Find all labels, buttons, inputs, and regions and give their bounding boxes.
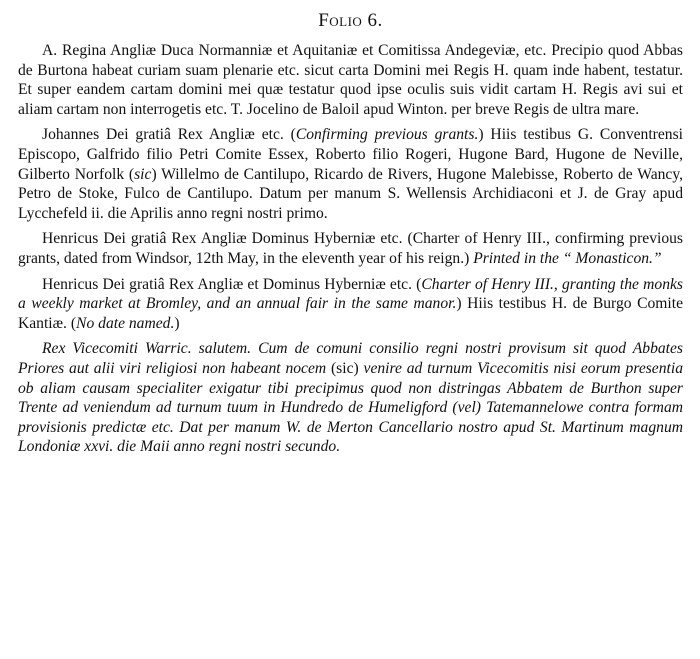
italic-note: Charter of Henry III., granting the monks a weekly market at Bromley, and an annual fair in the same manor.	[18, 275, 683, 313]
italic-note: No date named.	[76, 314, 175, 332]
italic-text: Rex Vicecomiti Warric. salutem. Cum de comuni consilio regni nostri provisum sit quod Abbates Priores aut alii viri religiosi non habeant nocem	[18, 340, 683, 377]
text-segment: Henricus Dei gratiâ Rex Angliæ Dominus Hyberniæ etc. (Charter of Henry III., confirming previous grants, dated from Windsor, 12th May, in the eleventh year of his reign.)	[18, 230, 683, 267]
paragraph-charter-regina	[18, 41, 683, 119]
text-segment: A. Regina Angliæ Duca Normanniæ et Aquitaniæ et Comitissa Andegeviæ, etc. Precipio quod Abbas de Burtona habeat curiam suam plenarie etc. sicut carta Domini mei Regis H. quam inde habent, testatur. Et super eandem cartam domini mei quæ testatur quod ipse oculis suis vidit cartam H. Regis avi sui et aliam cartam non interrogetis etc. T. Jocelino de Baloil apud Winton. per breve Regis de ultra mare.	[18, 42, 683, 118]
italic-note: Printed in the “ Monasticon.”	[473, 249, 662, 267]
text-segment: Henricus Dei gratiâ Rex Angliæ et Dominus Hyberniæ etc. (	[42, 275, 422, 293]
paragraph-writ-vicecomiti	[18, 339, 683, 457]
italic-note: Confirming previous grants.	[295, 126, 479, 144]
italic-sic: sic	[134, 165, 152, 183]
document-page	[18, 10, 683, 463]
italic-text: venire ad turnum Vicecomitis nisi eorum presentia ob aliam causam specialiter exigatur tibi precipimus quod non distringas Abbatem de Burthon super Trente ad veniendum ad turnum tuum in Hundredo de Humeligford (vel) Tatemannelowe contra formam provisionis predictæ etc. Dat per manum W. de Merton Cancellario nostro apud St. Martinum magnum Londoniæ xxvi. die Maii anno regni nostri secundo.	[18, 359, 683, 456]
text-segment: ) Willelmo de Cantilupo, Ricardo de Rivers, Hugone Malebisse, Roberto de Wancy, Petro de Stoke, Fulco de Cantilupo. Datum per manum S. Wellensis Archidiaconi et J. de Gray apud Lycchefeld ii. die Aprilis anno regni nostri primo.	[18, 165, 684, 222]
paragraph-charter-henricus-1	[18, 229, 683, 268]
paragraph-charter-johannes	[18, 125, 683, 223]
text-segment: ) Hiis testibus H. de Burgo Comite Kantiæ. (	[18, 295, 683, 332]
page-heading: Folio 6.	[318, 10, 383, 31]
text-segment: ) Hiis testibus G. Conventrensi Episcopo, Galfrido filio Petri Comite Essex, Roberto filio Rogeri, Hugone Bard, Hugone de Neville, Gilberto Norfolk (	[18, 126, 683, 183]
text-segment: (sic)	[330, 359, 359, 377]
text-segment: )	[174, 314, 180, 332]
paragraph-charter-henricus-2	[18, 275, 683, 334]
text-segment: Johannes Dei gratiâ Rex Angliæ etc. (	[42, 126, 296, 144]
